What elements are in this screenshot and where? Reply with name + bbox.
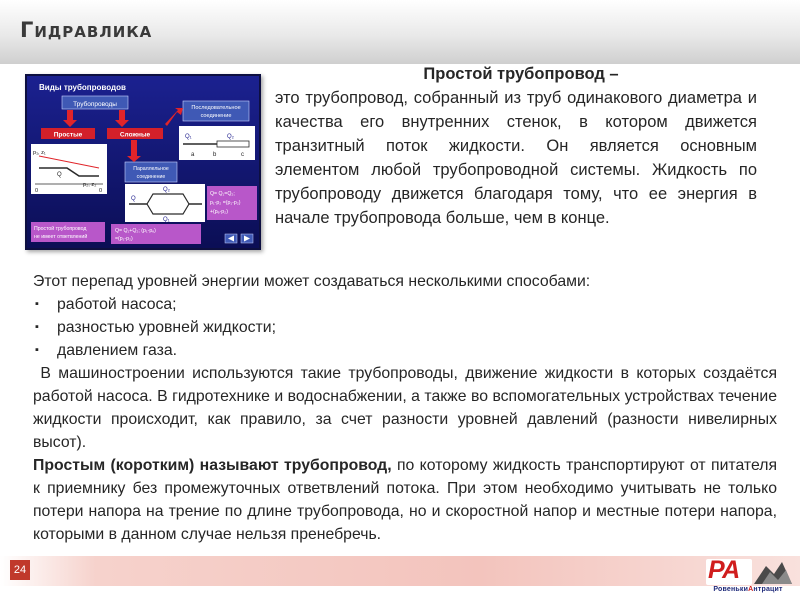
simple-label-p1z1: p₁, z₁ xyxy=(33,150,46,156)
logo-name-part-3: нтрацит xyxy=(753,586,783,593)
parallel-formula-line2: =(p₁-p₂) xyxy=(115,236,133,242)
body-paragraph-1: В машиностроении используются такие трубопроводы, движение жидкости в которых создаётся работой насоса. В гидротехнике и водоснабжении, а также во вспомогательных устройствах течение жидкости происходит, как правило, за счет разности уровней давлений (разности нивелирных высот). xyxy=(33,365,782,451)
logo-name-part-2: А xyxy=(748,586,754,593)
slide-number: 24 xyxy=(10,560,30,580)
series-label-q2: Q₂ xyxy=(227,134,234,140)
diagram-title: Виды трубопроводов xyxy=(39,83,126,92)
series-pipe-wide-part xyxy=(217,141,249,147)
series-label-q1: Q₁ xyxy=(185,134,192,140)
list-item: ▪ разностью уровней жидкости; xyxy=(33,316,777,339)
body-paragraph-2 xyxy=(33,454,777,546)
series-label-b: b xyxy=(213,152,217,158)
parallel-label-q: Q xyxy=(131,196,136,202)
logo-name-part-1: Ровеньки xyxy=(713,586,749,593)
parallel-label-q2: Q₂ xyxy=(163,187,170,193)
body-lead: Этот перепад уровней энергии может создаваться несколькими способами: xyxy=(33,273,591,290)
series-formula-line2: p₁-p₂ =(p₁-p₂) xyxy=(210,200,241,206)
logo-company-name xyxy=(702,586,794,593)
logo-mark: РА xyxy=(708,556,740,584)
footer-bar xyxy=(0,556,800,586)
simple-label-q: Q xyxy=(57,172,62,178)
series-label-c: c xyxy=(241,152,244,158)
body-text xyxy=(33,270,782,546)
no-branches-line1: Простой трубопровод xyxy=(34,226,87,232)
parallel-formula-line1: Q= Q₁+Q₂; (p₁-pₑ) xyxy=(115,228,156,234)
pipeline-types-diagram xyxy=(25,74,261,250)
intro-title: Простой трубопровод – xyxy=(423,65,619,83)
simple-label-zero-right: 0 xyxy=(99,188,103,194)
company-logo xyxy=(702,556,794,596)
series-label-a: a xyxy=(191,152,195,158)
diagram-series-line2: соединение xyxy=(200,113,232,119)
simple-pipe-definition: по которому жидкость транспортируют от питателя к приемнику без промежуточных ответвлений потока. При этом необходимо учитывать не только потери напора на трение по длине трубопровода, но и скоростной напор и местные потери напора, которыми в данном случае нельзя пренебречь. xyxy=(33,457,777,543)
diagram-root-label: Трубопроводы xyxy=(73,101,117,108)
diagram-svg xyxy=(27,76,259,248)
intro-definition xyxy=(275,62,757,230)
diagram-parallel-line1: Параллельное xyxy=(133,166,169,172)
parallel-label-q1: Q₁ xyxy=(163,217,170,223)
diagram-parallel-line2: соединение xyxy=(136,174,166,180)
list-item: ▪ давлением газа. xyxy=(33,339,777,362)
series-formula-line1: Q= Q₁=Q₂; xyxy=(210,191,235,197)
header-bar xyxy=(0,0,800,64)
page-title: Гидравлика xyxy=(20,18,153,42)
list-item: ▪ работой насоса; xyxy=(33,293,777,316)
diagram-simple-label: Простые xyxy=(53,131,83,139)
no-branches-line2: не имеет ответвлений xyxy=(34,234,88,240)
simple-pipe-term: Простым (коротким) называют трубопровод, xyxy=(33,457,392,474)
diagram-series-line1: Последовательное xyxy=(191,105,241,111)
methods-list xyxy=(33,293,777,362)
diagram-complex-label: Сложные xyxy=(119,131,151,139)
simple-label-zero-left: 0 xyxy=(35,188,39,194)
series-formula-line3: +(pₑ-p₂) xyxy=(210,209,228,215)
intro-text: это трубопровод, собранный из труб одинакового диаметра и качества его внутренних стенок, в котором движется транзитный поток жидкости. Он является основным элементом любой трубопроводной системы. Жидкость по трубопроводу движется благодаря тому, что ее энергия в начале трубопровода больше, чем в конце. xyxy=(275,89,757,227)
simple-label-p2z2: p₂, z₂ xyxy=(83,182,97,188)
